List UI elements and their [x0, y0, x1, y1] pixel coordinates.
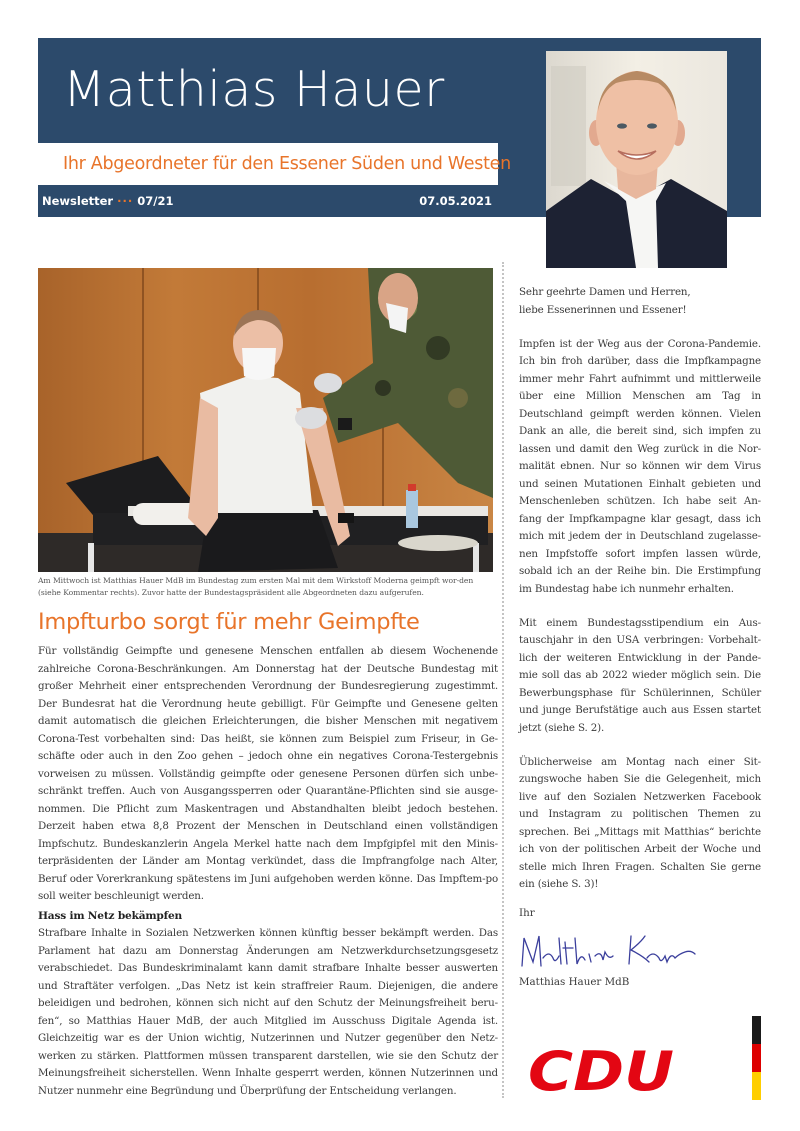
- sender-name: Matthias Hauer MdB: [519, 976, 630, 988]
- svg-text:CDU: CDU: [528, 1046, 674, 1096]
- article-body-2: Strafbare Inhalte in Sozialen Netzwerken können künftig besser bekämpft werden. Das Parlament hat dazu am Donnerstag Änderungen am Netzwerkdurchsetzungsgesetz verabschiedet. Das Bundeskriminalamt kann damit strafbare Inhalte besser auswerten und Straftäter verfolgen. „Das Netz ist kein straffreier Raum. Diejenigen, die andere beleidigen und bedrohen, können sich nicht auf den Schutz der Meinungsfreiheit beru-fen“, so Matthias Hauer MdB, der auch Mitglied im Ausschuss Digitale Agenda ist. Gleichzeitig war es der Union wichtig, Nutzerinnen und Nutzer gegenüber den Netz-werken zu stärken. Plattformen müssen transparent darstellen, wie sie den Schutz der Meinungsfreiheit sicherstellen. Wenn Inhalte gesperrt werden, können Nutzerinnen und Nutzer nunmehr eine Begründung und Überprüfung der Entscheidung verlangen.: [38, 927, 498, 1097]
- article-body: Für vollständig Geimpfte und genesene Menschen entfallen ab diesem Wochenende zahlreiche Corona-Beschränkungen. Am Donnerstag hat der Deutsche Bundestag mit großer Mehrheit einer entsprechenden Verordnung der Bundesregierung zugestimmt. Der Bundesrat hat die Verordnung heute gebilligt. Für Geimpfte und Genesene gelten damit automatisch die gleichen Erleichterungen, die bisher Menschen mit negativem Corona-Test vorbehalten sind: Das heißt, sie können zum Beispiel zum Friseur, in Ge-schäfte oder auch in den Zoo gehen – jedoch ohne ein negatives Corona-Testergebnis vorweisen zu müssen. Vollständig geimpfte oder genesene Personen dürfen sich unbe-schränkt treffen. Auch von Ausgangssperren oder Quarantäne-Pflichten sind sie ausge-nommen. Die Pflicht zum Maskentragen und Abstandhalten bleibt jedoch bestehen. Derzeit haben etwa 8,8 Prozent der Menschen in Deutschland einen vollständigen Impfschutz. Bundeskanzlerin Angela Merkel hatte nach dem Impfgipfel mit den Minis-terpräsidenten der Länder am Montag verkündet, dass die Impfrangfolge nach Alter, Beruf oder Vorerkrankung spätestens im Juni aufgehoben werden könne. Das Impftem-po soll weiter beschleunigt werden.: [38, 645, 498, 902]
- german-flag-bar: [752, 1016, 761, 1100]
- flag-stripe-gold: [752, 1072, 761, 1100]
- column-separator: [502, 262, 504, 1098]
- vaccination-photo: [38, 268, 493, 572]
- portrait-image: [546, 51, 727, 268]
- cdu-logo: [528, 1046, 678, 1096]
- dots-separator: ···: [117, 194, 134, 208]
- letter-paragraph: Mit einem Bundestagsstipendium ein Aus-tauschjahr in den USA verbringen: Vorbehalt-lich der weiteren Entwicklung in der Pande-mie soll das ab 2022 wieder möglich sein. Die Bewerbungsphase für Schülerinnen, Schüler und junge Berufstätige auch aus Essen startet jetzt (siehe S. 2).: [519, 616, 761, 734]
- letter-paragraph: Impfen ist der Weg aus der Corona-Pandemie. Ich bin froh darüber, dass die Impfkampagne immer mehr Fahrt aufnimmt und mittlerweile über eine Million Menschen am Tag in Deutschland geimpft werden können. Vielen Dank an alle, die bereit sind, sich impfen zu lassen und damit den Weg zurück in die Nor-malität ebnen. Nur so können wir dem Virus und seinen Mutationen Einhalt gebieten und Menschenleben schützen. Ich habe seit An-fang der Impfkampagne klar gesagt, dass ich mich mit jedem der in Deutschland zugelasse-nen Impfstoffe sofort impfen lassen würde, sobald ich an der Reihe bin. Die Erstimpfung im Bundestag habe ich nunmehr erhalten.: [519, 337, 761, 595]
- letter-closing: Ihr: [519, 907, 535, 919]
- subtitle: Ihr Abgeordneter für den Essener Süden und Westen: [63, 154, 511, 174]
- signature: [519, 928, 699, 972]
- article-headline: Impfturbo sorgt für mehr Geimpfte: [38, 609, 420, 635]
- photo-caption: Am Mittwoch ist Matthias Hauer MdB im Bundestag zum ersten Mal mit dem Wirkstoff Moderna geimpft wor-den (siehe Kommentar rechts). Zuvor hatte der Bundestagspräsident alle Abgeordneten dazu aufgerufen.: [38, 576, 474, 597]
- article-subheading: Hass im Netz bekämpfen: [38, 910, 183, 922]
- newsletter-label: Newsletter: [42, 194, 114, 208]
- page-title: Matthias Hauer: [63, 61, 445, 118]
- greeting-line-1: Sehr geehrte Damen und Herren,: [519, 286, 691, 298]
- flag-stripe-red: [752, 1044, 761, 1072]
- newsletter-issue: [42, 193, 173, 209]
- letter-greeting: [519, 284, 761, 319]
- letter-column: [519, 284, 761, 910]
- issue-date: 07.05.2021: [419, 194, 492, 208]
- flag-stripe-black: [752, 1016, 761, 1044]
- portrait-photo: [546, 51, 727, 268]
- issue-number: 07/21: [137, 194, 174, 208]
- cdu-logo-image: [528, 1046, 678, 1096]
- vaccination-image: [38, 268, 493, 572]
- signature-image: [519, 928, 699, 972]
- greeting-line-2: liebe Essenerinnen und Essener!: [519, 303, 687, 316]
- letter-paragraph: Üblicherweise am Montag nach einer Sit-zungswoche haben Sie die Gelegenheit, mich live auf den Sozialen Netzwerken Facebook und Instagram zu politischen Themen zu sprechen. Bei „Mittags mit Matthias“ berichte ich von der politischen Arbeit der Woche und stelle mich Ihren Fragen. Schalten Sie gerne ein (siehe S. 3)!: [519, 755, 761, 890]
